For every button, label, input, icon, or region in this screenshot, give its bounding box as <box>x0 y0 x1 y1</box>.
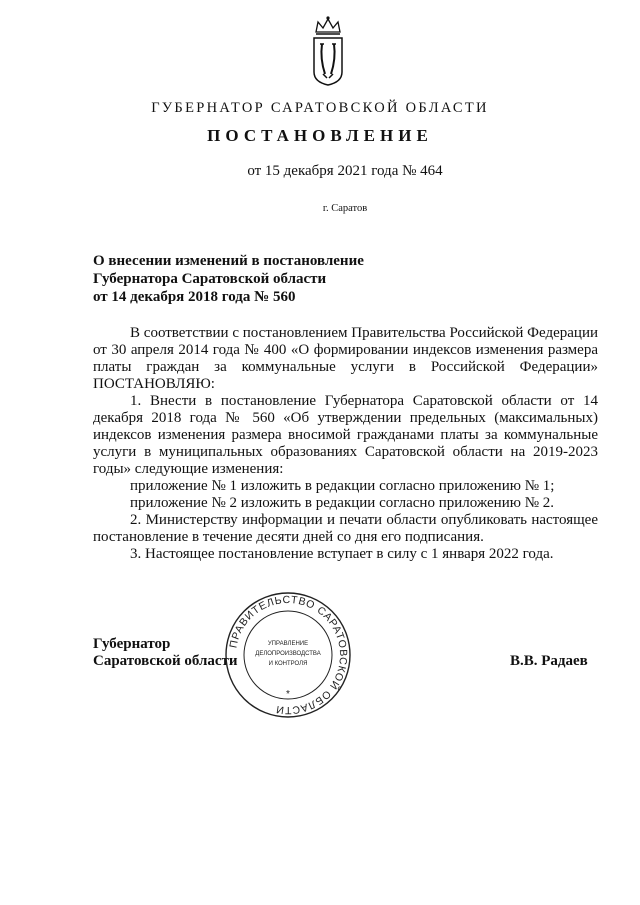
stamp-center-line: И КОНТРОЛЯ <box>268 661 308 667</box>
signatory-title-line: Саратовской области <box>93 653 238 669</box>
body-paragraph: 3. Настоящее постановление вступает в силу с 1 января 2022 года. <box>130 546 554 562</box>
signatory-title-line: Губернатор <box>93 636 171 652</box>
stamp-center-line: УПРАВЛЕНИЕ <box>267 641 309 647</box>
official-stamp <box>224 591 352 719</box>
document-date-number: от 15 декабря 2021 года № 464 <box>247 163 443 179</box>
body-paragraph: В соответствии с постановлением Правительства Российской Федерации от 30 апреля 2014 года № 400 «О формировании индексов изменения размера платы граждан за коммунальные услуги в Российской Федерации» ПОСТАНОВЛЯЮ: <box>93 325 598 392</box>
issuing-authority: ГУБЕРНАТОР САРАТОВСКОЙ ОБЛАСТИ <box>151 100 489 116</box>
body-paragraph: приложение № 1 изложить в редакции согласно приложению № 1; <box>130 478 555 494</box>
coat-of-arms-icon <box>308 14 348 86</box>
subject-line: О внесении изменений в постановление <box>93 253 364 269</box>
body-paragraph: 1. Внести в постановление Губернатора Саратовской области от 14 декабря 2018 года № 560 «Об утверждении предельных (максимальных) индексов изменения размера вносимой гражданами платы за коммунальные услуги в муниципальных образованиях Саратовской области на 2019-2023 годы» следующие изменения: <box>93 393 598 477</box>
document-subject <box>93 252 513 306</box>
svg-text:*: * <box>286 689 290 700</box>
subject-line: от 14 декабря 2018 года № 560 <box>93 289 296 305</box>
stamp-center-line: ДЕЛОПРОИЗВОДСТВА <box>255 651 321 657</box>
document-body <box>93 325 598 563</box>
document-type: ПОСТАНОВЛЕНИЕ <box>207 126 433 145</box>
document-place: г. Саратов <box>322 203 368 214</box>
body-paragraph: 2. Министерству информации и печати области опубликовать настоящее постановление в течение десяти дней со дня его подписания. <box>93 512 598 545</box>
signatory-name: В.В. Радаев <box>510 653 588 669</box>
body-paragraph: приложение № 2 изложить в редакции согласно приложению № 2. <box>130 495 555 511</box>
subject-line: Губернатора Саратовской области <box>93 271 327 287</box>
signatory-title <box>93 636 238 670</box>
stamp-ring-text: ПРАВИТЕЛЬСТВО САРАТОВСКОЙ ОБЛАСТИ <box>227 593 350 717</box>
